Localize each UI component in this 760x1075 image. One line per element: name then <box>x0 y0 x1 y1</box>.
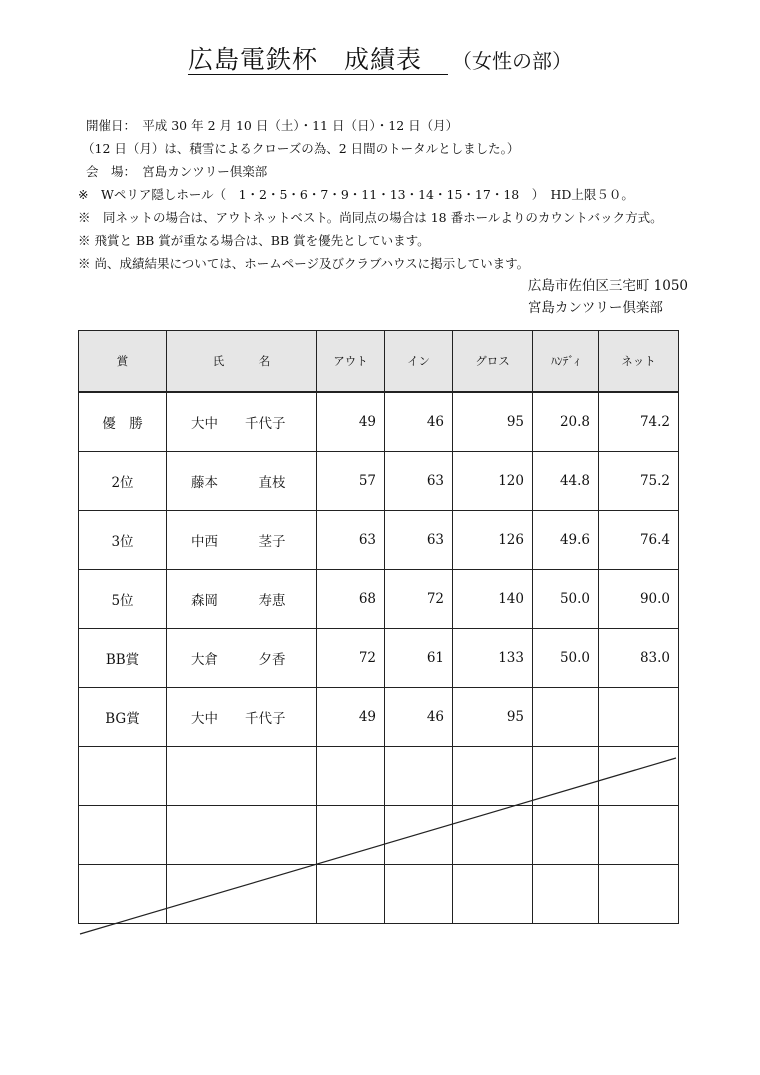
out-cell <box>317 747 385 806</box>
net-cell <box>599 865 679 924</box>
table-row <box>79 688 679 747</box>
handicap-cell <box>533 747 599 806</box>
out-cell: 57 <box>317 452 385 511</box>
net-cell: 90.0 <box>599 570 679 629</box>
event-note: （12 日（月）は、積雪によるクローズの為、2 日間のトータルとしました。） <box>82 141 520 156</box>
net-cell <box>599 688 679 747</box>
table-row <box>79 570 679 629</box>
header-handicap: ﾊﾝﾃﾞｨ <box>533 331 599 392</box>
handicap-cell: 44.8 <box>533 452 599 511</box>
header-out: アウト <box>317 331 385 392</box>
header-in: イン <box>385 331 453 392</box>
gross-cell: 126 <box>453 511 533 570</box>
gross-cell <box>453 865 533 924</box>
handicap-cell <box>533 688 599 747</box>
name-cell: 大中 千代子 <box>167 688 317 747</box>
net-cell: 76.4 <box>599 511 679 570</box>
handicap-cell: 50.0 <box>533 570 599 629</box>
gross-cell <box>453 806 533 865</box>
in-cell <box>385 865 453 924</box>
results-posting-note: ※ 尚、成績結果については、ホームページ及びクラブハウスに掲示しています。 <box>78 256 530 271</box>
award-cell <box>79 806 167 865</box>
title-row <box>0 40 760 76</box>
organizer-address <box>528 275 688 319</box>
in-cell: 63 <box>385 511 453 570</box>
award-cell: 2位 <box>79 452 167 511</box>
net-cell: 75.2 <box>599 452 679 511</box>
out-cell: 49 <box>317 688 385 747</box>
name-cell: 藤本 直枝 <box>167 452 317 511</box>
award-cell: BB賞 <box>79 629 167 688</box>
gross-cell: 120 <box>453 452 533 511</box>
gross-cell: 133 <box>453 629 533 688</box>
in-cell: 46 <box>385 688 453 747</box>
net-cell: 83.0 <box>599 629 679 688</box>
out-cell: 63 <box>317 511 385 570</box>
award-priority-note: ※ 飛賞と BB 賞が重なる場合は、BB 賞を優先としています。 <box>78 233 430 248</box>
page-subtitle: （女性の部） <box>462 49 572 73</box>
in-cell: 46 <box>385 393 453 452</box>
award-cell: 3位 <box>79 511 167 570</box>
table-row <box>79 452 679 511</box>
header-gross: グロス <box>453 331 533 392</box>
award-cell <box>79 747 167 806</box>
award-cell: 5位 <box>79 570 167 629</box>
table-row <box>79 511 679 570</box>
table-row <box>79 747 679 806</box>
handicap-cell <box>533 865 599 924</box>
event-info <box>78 114 663 275</box>
in-cell: 61 <box>385 629 453 688</box>
table-header-row <box>79 331 679 392</box>
out-cell <box>317 865 385 924</box>
handicap-cell: 20.8 <box>533 393 599 452</box>
name-cell: 大倉 夕香 <box>167 629 317 688</box>
gross-cell: 95 <box>453 393 533 452</box>
award-cell: BG賞 <box>79 688 167 747</box>
results-table <box>78 330 679 924</box>
gross-cell <box>453 747 533 806</box>
net-cell <box>599 747 679 806</box>
table-row <box>79 629 679 688</box>
event-date: 開催日： 平成 30 年 2 月 10 日（土）・11 日（日）・12 日（月） <box>86 118 459 133</box>
award-cell <box>79 865 167 924</box>
table-row <box>79 393 679 452</box>
page-title: 広島電鉄杯 成績表 <box>187 45 448 74</box>
award-cell: 優 勝 <box>79 393 167 452</box>
header-net: ネット <box>599 331 679 392</box>
results-table-wrapper <box>78 330 678 936</box>
in-cell: 72 <box>385 570 453 629</box>
name-cell: 森岡 寿恵 <box>167 570 317 629</box>
out-cell: 68 <box>317 570 385 629</box>
tie-break-note: ※ 同ネットの場合は、アウトネットベスト。尚同点の場合は 18 番ホールよりのカウントバック方式。 <box>78 210 663 225</box>
in-cell <box>385 806 453 865</box>
event-venue: 会 場： 宮島カンツリー倶楽部 <box>86 164 268 179</box>
name-cell: 大中 千代子 <box>167 393 317 452</box>
gross-cell: 140 <box>453 570 533 629</box>
name-cell <box>167 747 317 806</box>
address-line: 広島市佐伯区三宅町 1050 <box>527 278 688 294</box>
out-cell <box>317 806 385 865</box>
handicap-cell: 49.6 <box>533 511 599 570</box>
name-cell <box>167 865 317 924</box>
net-cell: 74.2 <box>599 393 679 452</box>
name-cell: 中西 茎子 <box>167 511 317 570</box>
hidden-holes-note: ※ Wペリア隠しホール（ 1・2・5・6・7・9・11・13・14・15・17・18 ） HD上限５０。 <box>78 187 634 202</box>
header-award: 賞 <box>79 331 167 392</box>
table-row <box>79 865 679 924</box>
net-cell <box>599 806 679 865</box>
table-row <box>79 806 679 865</box>
header-name: 氏 名 <box>167 331 317 392</box>
in-cell: 63 <box>385 452 453 511</box>
name-cell <box>167 806 317 865</box>
handicap-cell <box>533 806 599 865</box>
out-cell: 72 <box>317 629 385 688</box>
in-cell <box>385 747 453 806</box>
club-name: 宮島カンツリー倶楽部 <box>527 300 663 316</box>
handicap-cell: 50.0 <box>533 629 599 688</box>
out-cell: 49 <box>317 393 385 452</box>
gross-cell: 95 <box>453 688 533 747</box>
